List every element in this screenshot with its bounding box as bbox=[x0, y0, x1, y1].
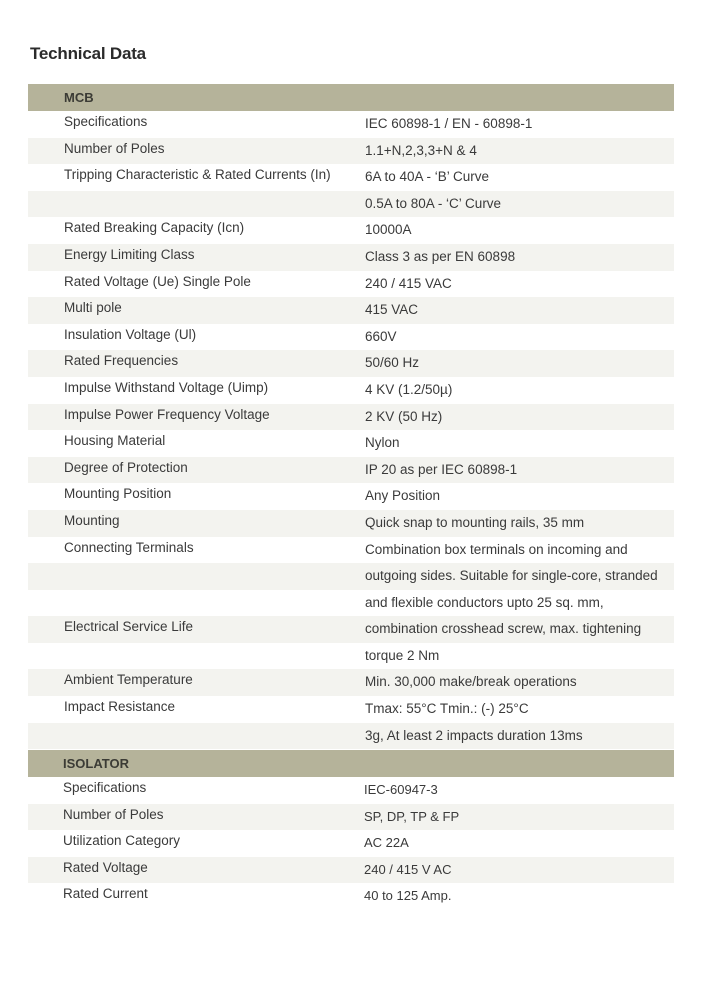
spec-row bbox=[28, 857, 674, 884]
spec-row bbox=[28, 350, 674, 377]
spec-row bbox=[28, 244, 674, 271]
spec-label: Tripping Characteristic & Rated Currents (In) bbox=[64, 167, 331, 183]
isolator-section bbox=[28, 750, 674, 910]
spec-value: IEC 60898-1 / EN - 60898-1 bbox=[365, 116, 533, 131]
spec-value: IEC-60947-3 bbox=[364, 782, 438, 797]
mcb-spec-table bbox=[28, 111, 674, 749]
spec-label: Impulse Power Frequency Voltage bbox=[64, 406, 270, 422]
spec-row bbox=[28, 643, 674, 670]
spec-label: Mounting Position bbox=[64, 486, 172, 502]
spec-label: Number of Poles bbox=[64, 140, 165, 156]
spec-value: 415 VAC bbox=[365, 302, 419, 318]
spec-label: Rated Breaking Capacity (Icn) bbox=[64, 220, 245, 236]
spec-value: 240 / 415 V AC bbox=[364, 861, 452, 877]
spec-label: Specifications bbox=[63, 780, 147, 795]
spec-row bbox=[28, 537, 674, 564]
spec-value: Any Position bbox=[365, 488, 441, 504]
spec-label: Connecting Terminals bbox=[64, 539, 194, 555]
spec-label: Energy Limiting Class bbox=[64, 246, 195, 262]
spec-value: outgoing sides. Suitable for single-core, stranded bbox=[365, 568, 658, 584]
spec-row bbox=[28, 830, 674, 857]
page-title: Technical Data bbox=[30, 44, 146, 63]
spec-value: Class 3 as per EN 60898 bbox=[365, 248, 516, 264]
mcb-section bbox=[28, 84, 674, 749]
spec-value: Min. 30,000 make/break operations bbox=[365, 674, 577, 690]
spec-label: Mounting bbox=[64, 512, 120, 528]
spec-value: torque 2 Nm bbox=[365, 647, 440, 663]
spec-label: Specifications bbox=[64, 114, 148, 129]
spec-label: Number of Poles bbox=[63, 806, 164, 822]
spec-row bbox=[28, 696, 674, 723]
spec-value: AC 22A bbox=[364, 835, 409, 851]
spec-label: Insulation Voltage (Ul) bbox=[64, 326, 197, 342]
spec-label: Rated Frequencies bbox=[64, 353, 179, 369]
spec-value: 0.5A to 80A - ‘C’ Curve bbox=[365, 195, 502, 211]
spec-value: 660V bbox=[365, 328, 397, 344]
spec-value: combination crosshead screw, max. tightening bbox=[365, 621, 642, 637]
spec-row bbox=[28, 111, 674, 138]
spec-row bbox=[28, 404, 674, 431]
spec-value: 10000A bbox=[365, 222, 412, 238]
spec-value: 3g, At least 2 impacts duration 13ms bbox=[365, 727, 583, 743]
spec-label: Rated Voltage bbox=[63, 859, 148, 875]
spec-row bbox=[28, 723, 674, 750]
spec-value: 6A to 40A - ‘B’ Curve bbox=[365, 169, 490, 185]
spec-row bbox=[28, 164, 674, 191]
spec-value: 1.1+N,2,3,3+N & 4 bbox=[365, 142, 477, 158]
spec-row bbox=[28, 377, 674, 404]
spec-label: Impact Resistance bbox=[64, 699, 176, 715]
spec-value: Combination box terminals on incoming and bbox=[365, 541, 628, 557]
spec-value: 2 KV (50 Hz) bbox=[365, 408, 443, 424]
spec-label: Rated Voltage (Ue) Single Pole bbox=[64, 273, 251, 289]
spec-label: Impulse Withstand Voltage (Uimp) bbox=[64, 379, 269, 395]
spec-row bbox=[28, 191, 674, 218]
spec-value: 240 / 415 VAC bbox=[365, 275, 452, 291]
spec-row bbox=[28, 804, 674, 831]
spec-label: Multi pole bbox=[64, 300, 122, 316]
spec-label: Utilization Category bbox=[63, 833, 181, 849]
spec-value: 4 KV (1.2/50µ) bbox=[365, 381, 453, 397]
spec-row bbox=[28, 457, 674, 484]
isolator-section-header: ISOLATOR bbox=[28, 750, 674, 777]
spec-value: 50/60 Hz bbox=[365, 355, 420, 371]
spec-row bbox=[28, 138, 674, 165]
isolator-spec-table bbox=[28, 777, 674, 910]
spec-row bbox=[28, 483, 674, 510]
spec-value: Nylon bbox=[365, 435, 400, 451]
spec-label: Rated Current bbox=[63, 886, 148, 902]
spec-value: IP 20 as per IEC 60898-1 bbox=[365, 461, 518, 477]
spec-value: SP, DP, TP & FP bbox=[364, 808, 460, 824]
spec-row bbox=[28, 430, 674, 457]
spec-row bbox=[28, 616, 674, 643]
spec-row bbox=[28, 563, 674, 590]
spec-row bbox=[28, 271, 674, 298]
spec-label: Ambient Temperature bbox=[64, 672, 193, 688]
mcb-section-header: MCB bbox=[28, 84, 674, 111]
spec-label: Degree of Protection bbox=[64, 459, 188, 475]
spec-row bbox=[28, 777, 674, 804]
spec-row bbox=[28, 669, 674, 696]
spec-row bbox=[28, 590, 674, 617]
spec-row bbox=[28, 883, 674, 910]
spec-row bbox=[28, 324, 674, 351]
spec-row bbox=[28, 510, 674, 537]
spec-row bbox=[28, 217, 674, 244]
spec-value: 40 to 125 Amp. bbox=[364, 888, 452, 904]
spec-row bbox=[28, 297, 674, 324]
spec-label: Electrical Service Life bbox=[64, 619, 194, 635]
spec-value: and flexible conductors upto 25 sq. mm, bbox=[365, 594, 604, 610]
spec-label: Housing Material bbox=[64, 433, 166, 449]
spec-value: Quick snap to mounting rails, 35 mm bbox=[365, 514, 585, 530]
spec-value: Tmax: 55°C Tmin.: (-) 25°C bbox=[365, 701, 529, 717]
